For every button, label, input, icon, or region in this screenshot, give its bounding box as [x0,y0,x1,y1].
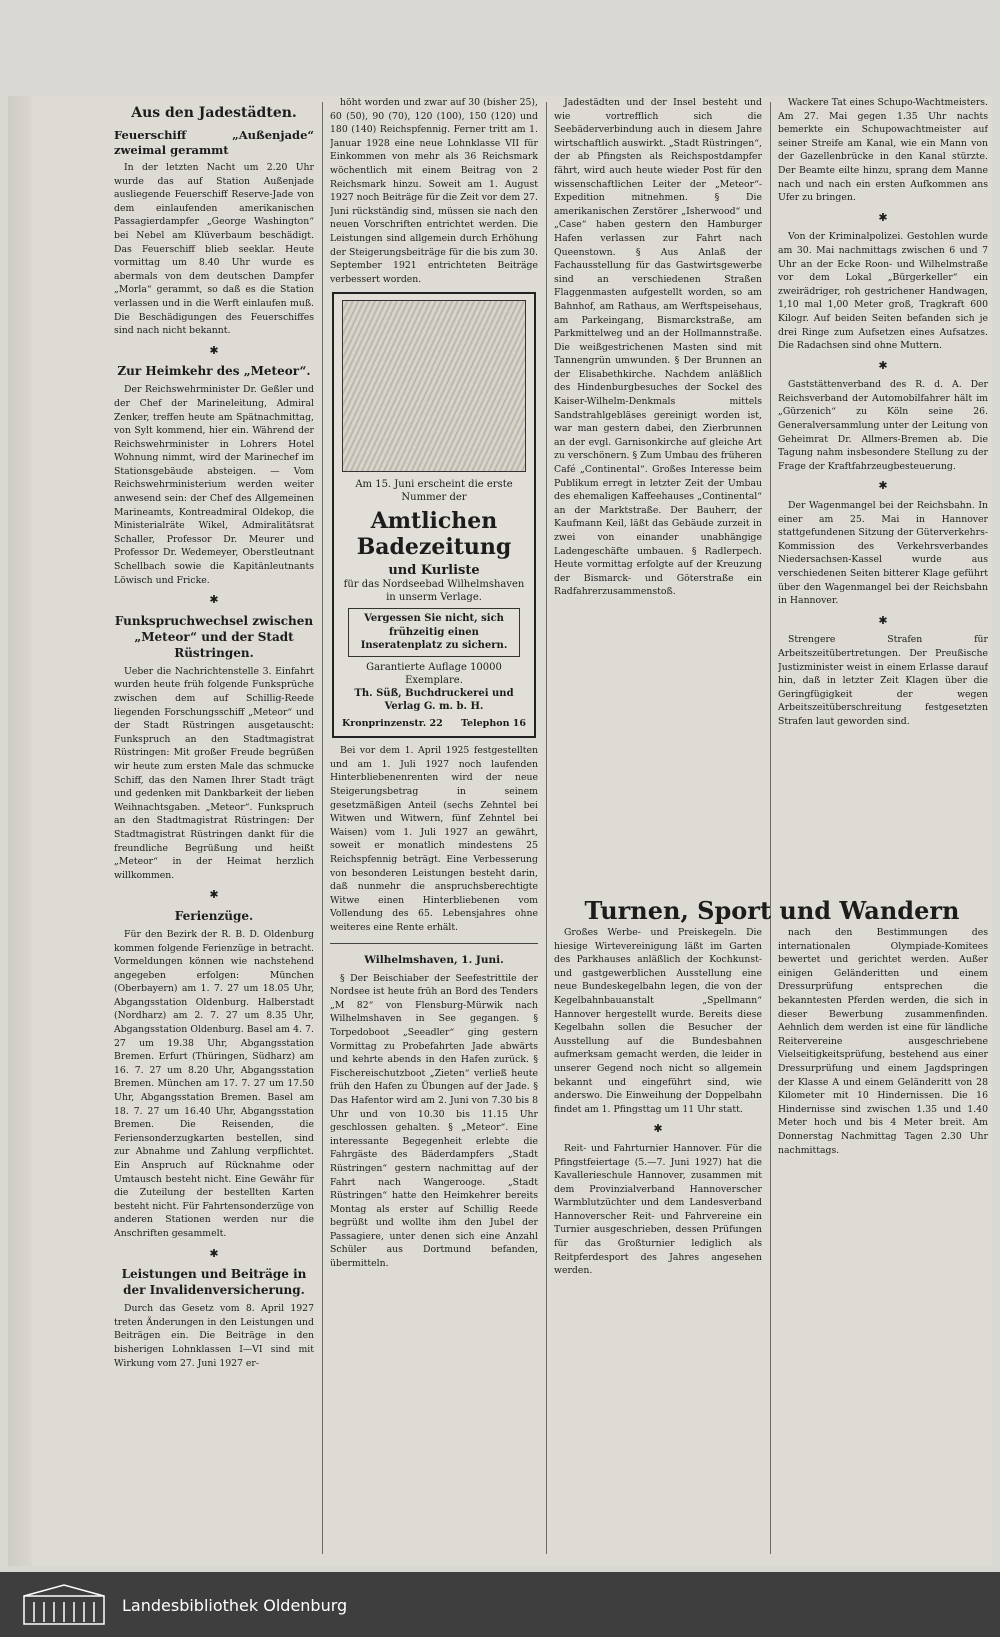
library-building-icon [20,1582,108,1626]
page-edge [8,96,30,1566]
ad-announce: Am 15. Juni erscheint die erste Nummer der [355,479,513,504]
article-text: Jadestädten und der Insel besteht und wie vortrefflich sich die Seebäderverbindung auch in diesem Jahre wirtschaftlich auswirkt. „Stadt Rüstringen“, der ab Pfingsten als Reichspostdampfer fährt, wird auch heute wieder Post für den wissenschaftlichen Leiter der „Meteor“-Expedition mitnehmen. § Die amerikanischen Zerstörer „Isherwood“ und „Case“ haben gestern den Hamburger Hafen verlassen zur Fahrt nach Queenstown. § Aus Anlaß der Fachausstellung für das Gastwirtsgewerbe sind an verschiedenen Straßen Flaggenmasten aufgestellt worden, so am Bahnhof, am Rathaus, am Werftspeisehaus, am Parkeingang, Bismarckstraße, am Parkmittelweg und an der Hollmannstraße. Die weißgestrichenen Masten sind mit Tannengrün umwunden. § Der Brunnen an der Elisabethkirche. Nachdem anläßlich des Hindenburgbesuches der Sockel des Kaiser-Wilhelm-Denkmals mittels Sandstrahlgebläses gereinigt worden ist, war man gestern dabei, den Zierbrunnen an der evgl. Garnisonkirche auf gleiche Art zu verschönern. § Zum Umbau des früheren Café „Continental“. Großes Interesse beim Publikum erregt in letzter Zeit der Umbau des ehemaligen Kaffeehauses „Continental“ an der Marktstraße. Der Bauherr, der Kaufmann Keil, läßt das Gebäude zurzeit in zwei von einander unabhängige Ladengeschäfte umbauen. § Radlerpech. Heute vormittag erfolgte auf der Kreuzung der Bismarck- und Göterstraße ein Radfahrerzusammenstoß. [554,97,762,598]
article-text: In der letzten Nacht um 2.20 Uhr wurde das auf Station Außenjade ausliegende Feuerschiff Reserve-Jade von dem einlaufenden amerikanischen Passagierdampfer „George Washington“ bei Nebel am Klüverbaum beschädigt. Das Feuerschiff blieb seeklar. Heute vormittag um 8.40 Uhr wurde es abermals von dem deutschen Dampfer „Morla“ gerammt, so daß es die Station verlassen und in die Werft einlaufen muß. Die Beschädigungen des Feuerschiffes sind nach nicht bekannt. [114,162,314,337]
sports-heading: Turnen, Sport und Wandern [584,896,960,925]
article-text: Ueber die Nachrichtenstelle 3. Einfahrt wurden heute früh folgende Funksprüche zwischen dem auf Schillig-Reede liegenden Forschungsschiff „Meteor“ und der Stadt Rüstringen ausgetauscht: Funkspruch an den Stadtmagistrat Rüstringen: Mit großer Freude begrüßen wir heute zum ersten Male das schmucke Schiff, das den Namen Ihrer Stadt trägt und gedenken mit Dankbarkeit der lieben Weihnachtsgaben. „Meteor“. Funkspruch an den Stadtmagistrat Rüstringen: Der Stadtmagistrat Rüstringen dankt für die freundliche Begrüßung und heißt „Meteor“ in der Heimat herzlich willkommen. [114,665,314,881]
separator-star-icon: ✱ [878,613,888,627]
article-heading: Zur Heimkehr des „Meteor“. [117,364,311,379]
ad-guarantee: Garantierte Auflage 10000 Exemplare. [366,661,502,686]
article-text: Der Wagenmangel bei der Reichsbahn. In einer am 25. Mai in Hannover stattgefundenen Sitzung der Güterverkehrs-Kommission des Verkehrsverbandes Niedersachsen-Kassel wurde aus verschiedenen Seiten bitterer Klage geführt über den Wagenmangel bei der Reichsbahn in Hannover. [778,500,988,607]
ad-address: Kronprinzenstr. 22 [342,717,443,729]
divider [330,943,538,944]
ad-cta: Vergessen Sie nicht, sich frühzeitig einen Inseratenplatz zu sichern. [348,608,520,657]
article-text: Reit- und Fahrturnier Hannover. Für die Pfingstfeiertage (5.—7. Juni 1927) hat die Kavallerieschule Hannover, zusammen mit dem Provinzialverband Hannoverscher Warmblutzüchter und dem Landesverband Hannoverscher Reit- und Fahrvereine ein Turnier ausgeschrieben, dessen Prüfungen für das Großturnier lediglich als Reitpferdesport des Jahres angesehen werden. [554,1142,762,1277]
separator-star-icon: ✱ [209,1246,219,1260]
article-text: Von der Kriminalpolizei. Gestohlen wurde am 30. Mai nachmittags zwischen 6 und 7 Uhr an der Ecke Roon- und Wilhelmstraße vor dem Lokal „Bürgerkeller“ ein zweirädriger, roh gestrichener Handwagen, 1,10 mal 1,00 Meter groß, Tragkraft 600 Kilogr. Auf beiden Seiten befanden sich je drei Ringe zum Aufsetzen eines Aufsatzes. Die Radachsen sind ohne Muttern. [778,231,988,352]
newspaper-page [32,96,992,1566]
section-heading-jade: Aus den Jadestädten. [131,105,297,121]
article-text: Wackere Tat eines Schupo-Wachtmeisters. Am 27. Mai gegen 1.35 Uhr nachts bemerkte ein Schupowachtmeister auf seiner Streife am Kanal, wie ein Mann von der Gazellenbrücke in den Kanal stürzte. Der Beamte eilte hinzu, sprang dem Manne nach und nach ein ersten Aufkommen ans Ufer zu bringen. [778,97,988,204]
separator-star-icon: ✱ [878,210,888,224]
separator-star-icon: ✱ [878,358,888,372]
ad-illustration [342,300,526,472]
dateline: Wilhelmshaven, 1. Juni. [364,953,504,966]
ad-for: für das Nordseebad Wilhelmshaven in unserm Verlage. [343,578,525,603]
ad-publisher: Th. Süß, Buchdruckerei und Verlag G. m. b. H. [354,687,514,712]
separator-star-icon: ✱ [878,479,888,493]
separator-star-icon: ✱ [209,343,219,357]
column-rule [770,102,771,1554]
column-1 [114,96,314,1554]
article-heading: Feuerschiff „Außenjade“ zweimal gerammt [114,128,314,157]
column-3-bottom [554,926,762,1554]
article-text: nach den Bestimmungen des internationalen Olympiade-Komitees bewertet und gerichtet werden. Außer einigen Geländeritten und einem Dressurprüfung entsprechen die bekanntesten Pferden werden, die sich in dieser Bewerbung zusammenfinden. Aehnlich dem werden ist eine für ländliche Reitervereine ausgeschriebene Vielseitigkeitsprüfung, bestehend aus einer Dressurprüfung und einem Jagdspringen der Klasse A und einem Geländeritt von 28 Kilometer mit 10 Hindernissen. Die 16 Hindernisse sind zwischen 1.35 und 1.40 Meter hoch und bis 4 Meter breit. Am Donnerstag Nachmittag Tagen 2.30 Uhr nachmittags. [778,927,988,1156]
article-text: Durch das Gesetz vom 8. April 1927 treten Änderungen in den Leistungen und Beiträgen ein. Die Beiträge in den bisherigen Lohnklassen I—VI sind mit Wirkung vom 27. Juni 1927 er- [114,1303,314,1369]
column-rule [546,102,547,1554]
article-heading: Leistungen und Beiträge in der Invalidenversicherung. [121,1267,307,1298]
column-4-top [778,96,988,866]
column-2 [330,96,538,1554]
article-text: Für den Bezirk der R. B. D. Oldenburg kommen folgende Ferienzüge in betracht. Vormeldungen können wie nachstehend angegeben erfolgen: München (Oberbayern) am 1. 7. 27 um 18.05 Uhr, Abgangsstation Oldenburg. Halberstadt (Nordharz) am 2. 7. 27 um 8.35 Uhr, Abgangsstation Oldenburg. Basel am 4. 7. 27 um 19.38 Uhr, Abgangsstation Bremen. Erfurt (Thüringen, Südharz) am 16. 7. 27 um 8.20 Uhr, Abgangsstation Bremen. München am 17. 7. 27 um 17.50 Uhr, Abgangsstation Bremen. Basel am 18. 7. 27 um 16.40 Uhr, Abgangsstation Bremen. Die Reisenden, die Feriensonderzugkarten bestellen, sind zur Abnahme und Zahlung verpflichtet. Ein Anspruch auf Rücknahme oder Umtausch besteht nicht. Eine Gewähr für die Zuteilung der bestellten Karten besteht nicht. Für Fahrtensonderzüge von anderen Stationen werden nur die Anschriften gesammelt. [114,928,314,1239]
separator-star-icon: ✱ [653,1122,663,1136]
column-rule [322,102,323,1554]
article-heading: Ferienzüge. [174,908,254,923]
article-text: Der Reichswehrminister Dr. Geßler und der Chef der Marineleitung, Admiral Zenker, treffen heute am Spätnachmittag, von Sylt kommend, hier ein. Während der Reichswehrminister in Lohrers Hotel Wohnung nimmt, wird der Marinechef im Stationsgebäude absteigen. — Vom Reichswehrministerium werden weiter anwesend sein: der Chef des Allgemeinen Marineamts, Kontreadmiral Oldekop, die Ministerialräte Wikel, Admiralitätsrat Schaller, Professor Dr. Meurer und Professor Dr. Wedemeyer, Oberstleutnant Schellbach sowie die Kapitänleutnants Löwisch und Fricke. [114,384,314,586]
article-text: höht worden und zwar auf 30 (bisher 25), 60 (50), 90 (70), 120 (100), 150 (120) und 180 (140) Reichspfennig. Ferner tritt am 1. Januar 1928 eine neue Lohnklasse VII für Einkommen von mehr als 36 Reichsmark wöchentlich mit einem Beitrag von 2 Reichsmark hinzu. Soweit am 1. August 1927 noch Beiträge für die Zeit vor dem 27. Juni rückständig sind, müssen sie nach den neuen Vorschriften entrichtet werden. Die Leistungen sind allgemein durch Erhöhung der Steigerungsbeiträge für die bis zum 30. September 1921 entrichteten Beiträge verbessert worden. [330,97,538,285]
column-3-top [554,96,762,866]
separator-star-icon: ✱ [209,888,219,902]
ad-phone: Telephon 16 [461,717,526,729]
article-text: Großes Werbe- und Preiskegeln. Die hiesige Wirtevereinigung läßt im Garten des Parkhauses anläßlich der Kochkunst- und gastgewerblichen Ausstellung eine neue Bundeskegelbahn legen, die von der Kegelbahnbauanstalt „Spellmann“ Hannover hergestellt wurde. Bereits diese Kegelbahn sollen die Besucher der Ausstellung auf die Bundesbahnen aufmerksam gemacht werden, die leider in unserer Gegend noch nicht so allgemein bekannt und eingeführt sind, wie anderswo. Die Einweihung der Doppelbahn findet am 1. Pfingsttag um 11 Uhr statt. [554,927,762,1115]
article-text: § Der Beischiaber der Seefestrittile der Nordsee ist heute früh an Bord des Tenders „M 82“ von Flensburg-Mürwik nach Wilhelmshaven in See gegangen. § Torpedoboot „Seeadler“ ging gestern Vormittag zu Probefahrten Jade abwärts und kehrte abends in den Hafen zurück. § Fischereischutzboot „Zieten“ verließ heute früh den Hafen zu Übungen auf der Jade. § Das Hafentor wird am 2. Juni von 7.30 bis 8 Uhr und von 10.30 bis 11.15 Uhr geschlossen gehalten. § „Meteor“. Eine interessante Begegenheit erlebte die Fahrgäste des Bäderdampfers „Stadt Rüstringen“ gestern nachmittag auf der Fahrt nach Wangerooge. „Stadt Rüstringen“ hatte den Heimkehrer bereits Montag als erster auf Schillig Reede begrüßt und wollte ihm den Jubel der Passagiere, unter denen sich eine Anzahl Schüler aus Dortmund befanden, übermitteln. [330,972,538,1270]
article-text: Gaststättenverband des R. d. A. Der Reichsverband der Automobilfahrer hält im „Gürzenich“ zu Köln seine 26. Generalversammlung unter der Leitung von Geheimrat Dr. Allmers-Bremen ab. Die Tagung nahm insbesondere Stellung zu der Frage der Kraftfahrzeugbesteuerung. [778,379,988,472]
ad-subtitle: und Kurliste [388,563,480,579]
library-footer [0,1572,1000,1637]
library-name: Landesbibliothek Oldenburg [122,1596,348,1615]
article-text: Bei vor dem 1. April 1925 festgestellten und am 1. Juli 1927 noch laufenden Hinterbliebenenrenten wird der neue Steigerungsbetrag in seinem gesetzmäßigen Anteil (sechs Zehntel bei Witwen und Witwern, fünf Zehntel bei Waisen) vom 1. Juli 1927 an gewährt, soweit er monatlich mindestens 25 Reichspfennig beträgt. Eine Verbesserung von besonderen Leistungen besteht darin, daß nunmehr die anspruchsberechtigte Witwe einen Hinterbliebenen vom Vollendung des 65. Lebensjahres ohne weiteres eine Rente erhält. [330,745,538,933]
advertisement-badezeitung [332,292,536,738]
article-text: Strengere Strafen für Arbeitszeitübertretungen. Der Preußische Justizminister weist in einem Erlasse darauf hin, daß in letzter Zeit Klagen über die Geringfügigkeit der wegen Arbeitszeitüberschreitung festgesetzten Strafen laut geworden sind. [778,634,988,727]
column-4-bottom [778,926,988,1554]
separator-star-icon: ✱ [209,593,219,607]
article-heading: Funkspruchwechsel zwischen „Meteor“ und der Stadt Rüstringen. [114,613,314,660]
ad-title: Amtlichen Badezeitung [356,508,512,561]
